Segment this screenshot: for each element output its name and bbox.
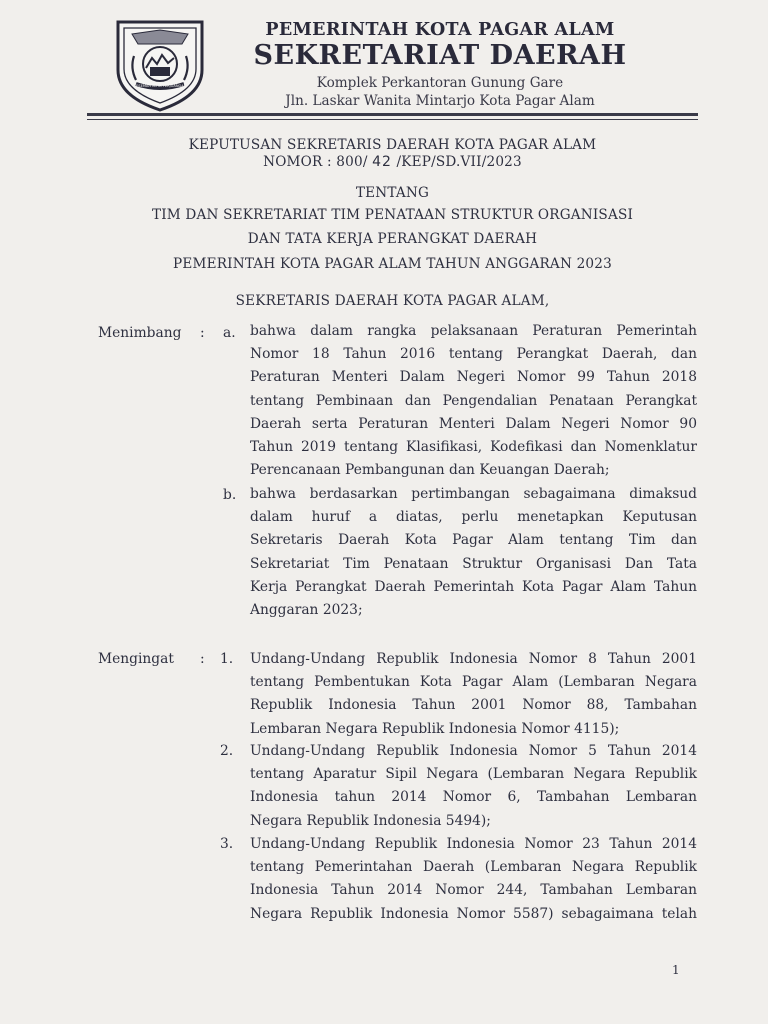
- text-line: Anggaran 2023;: [250, 602, 363, 619]
- menimbang-marker-a: a.: [223, 325, 236, 341]
- decree-number-suffix: /KEP/SD.VII/2023: [396, 154, 522, 170]
- mengingat-item-1: [250, 648, 697, 741]
- subject-line-1: TIM DAN SEKRETARIAT TIM PENATAAN STRUKTUR ORGANISASI: [151, 207, 634, 223]
- mengingat-colon: :: [200, 651, 205, 667]
- text-line: tentang Pemerintahan Daerah (Lembaran Negara Republik: [250, 859, 697, 876]
- text-line: tentang Pembentukan Kota Pagar Alam (Lembaran Negara: [250, 674, 697, 691]
- decree-number-handwritten: 42: [372, 154, 392, 170]
- text-line: Lembaran Negara Republik Indonesia Nomor 4115);: [250, 720, 620, 737]
- subject-line-3: PEMERINTAH KOTA PAGAR ALAM TAHUN ANGGARAN 2023: [173, 256, 612, 272]
- decree-title: KEPUTUSAN SEKRETARIS DAERAH KOTA PAGAR ALAM: [188, 137, 597, 153]
- mengingat-label: Mengingat: [98, 651, 174, 667]
- text-line: Indonesia Tahun 2014 Nomor 244, Tambahan Lembaran: [250, 882, 697, 899]
- text-line: bahwa dalam rangka pelaksanaan Peraturan Pemerintah: [250, 323, 697, 339]
- government-name: PEMERINTAH KOTA PAGAR ALAM: [265, 20, 615, 40]
- menimbang-colon: :: [200, 325, 205, 341]
- mengingat-marker-3: 3.: [220, 836, 234, 852]
- text-line: Peraturan Menteri Dalam Negeri Nomor 99 Tahun 2018: [250, 369, 697, 386]
- text-line: Nomor 18 Tahun 2016 tentang Perangkat Daerah, dan: [250, 346, 697, 363]
- text-line: Undang-Undang Republik Indonesia Nomor 5 Tahun 2014: [250, 743, 697, 759]
- text-line: Undang-Undang Republik Indonesia Nomor 8 Tahun 2001: [250, 651, 697, 667]
- text-line: Indonesia tahun 2014 Nomor 6, Tambahan Lembaran: [250, 789, 697, 806]
- text-line: Kerja Perangkat Daerah Pemerintah Kota Pagar Alam Tahun: [250, 578, 697, 595]
- text-line: Undang-Undang Republik Indonesia Nomor 23 Tahun 2014: [250, 836, 697, 852]
- text-line: tentang Pembinaan dan Pengendalian Penataan Perangkat: [250, 392, 697, 409]
- menimbang-marker-b: b.: [223, 487, 237, 503]
- text-line: Sekretaris Daerah Kota Pagar Alam tentang Tim dan: [250, 532, 697, 549]
- text-line: tentang Aparatur Sipil Negara (Lembaran Negara Republik: [250, 766, 697, 783]
- text-line: dalam huruf a diatas, perlu menetapkan Keputusan: [250, 509, 697, 526]
- mengingat-marker-1: 1.: [220, 651, 234, 667]
- letterhead-rule-thin: [87, 119, 698, 120]
- mengingat-marker-2: 2.: [220, 743, 234, 759]
- menimbang-item-a: [250, 320, 697, 482]
- page-number: 1: [672, 963, 680, 977]
- text-line: Republik Indonesia Tahun 2001 Nomor 88, Tambahan: [250, 697, 697, 714]
- letterhead: [230, 20, 650, 110]
- letterhead-rule-thick: [87, 113, 698, 116]
- menimbang-label: Menimbang: [98, 325, 182, 341]
- logo-motto: BESEMAH KOTA PERJUANGAN: [133, 84, 187, 88]
- mengingat-item-2: [250, 740, 697, 833]
- mengingat-item-3: [250, 833, 697, 926]
- issuer-heading: SEKRETARIS DAERAH KOTA PAGAR ALAM,: [235, 293, 550, 309]
- city-emblem-logo: [112, 18, 208, 112]
- menimbang-item-b: [250, 483, 697, 622]
- decree-number: [87, 154, 698, 170]
- tentang-heading: TENTANG: [355, 185, 430, 201]
- text-line: Negara Republik Indonesia 5494);: [250, 812, 491, 829]
- text-line: bahwa berdasarkan pertimbangan sebagaimana dimaksud: [250, 486, 697, 502]
- text-line: Negara Republik Indonesia Nomor 5587) sebagaimana telah: [250, 905, 697, 922]
- subject-line-2: DAN TATA KERJA PERANGKAT DAERAH: [247, 231, 538, 247]
- text-line: Sekretariat Tim Penataan Struktur Organisasi Dan Tata: [250, 555, 697, 572]
- text-line: Perencanaan Pembangunan dan Keuangan Daerah;: [250, 462, 610, 479]
- address-line-1: Komplek Perkantoran Gunung Gare: [316, 75, 564, 91]
- office-name: SEKRETARIAT DAERAH: [253, 40, 627, 71]
- text-line: Daerah serta Peraturan Menteri Dalam Negeri Nomor 90: [250, 415, 697, 432]
- decree-number-prefix: NOMOR : 800/: [263, 154, 368, 170]
- address-line-2: Jln. Laskar Wanita Mintarjo Kota Pagar Alam: [285, 93, 595, 109]
- text-line: Tahun 2019 tentang Klasifikasi, Kodefikasi dan Nomenklatur: [250, 439, 697, 456]
